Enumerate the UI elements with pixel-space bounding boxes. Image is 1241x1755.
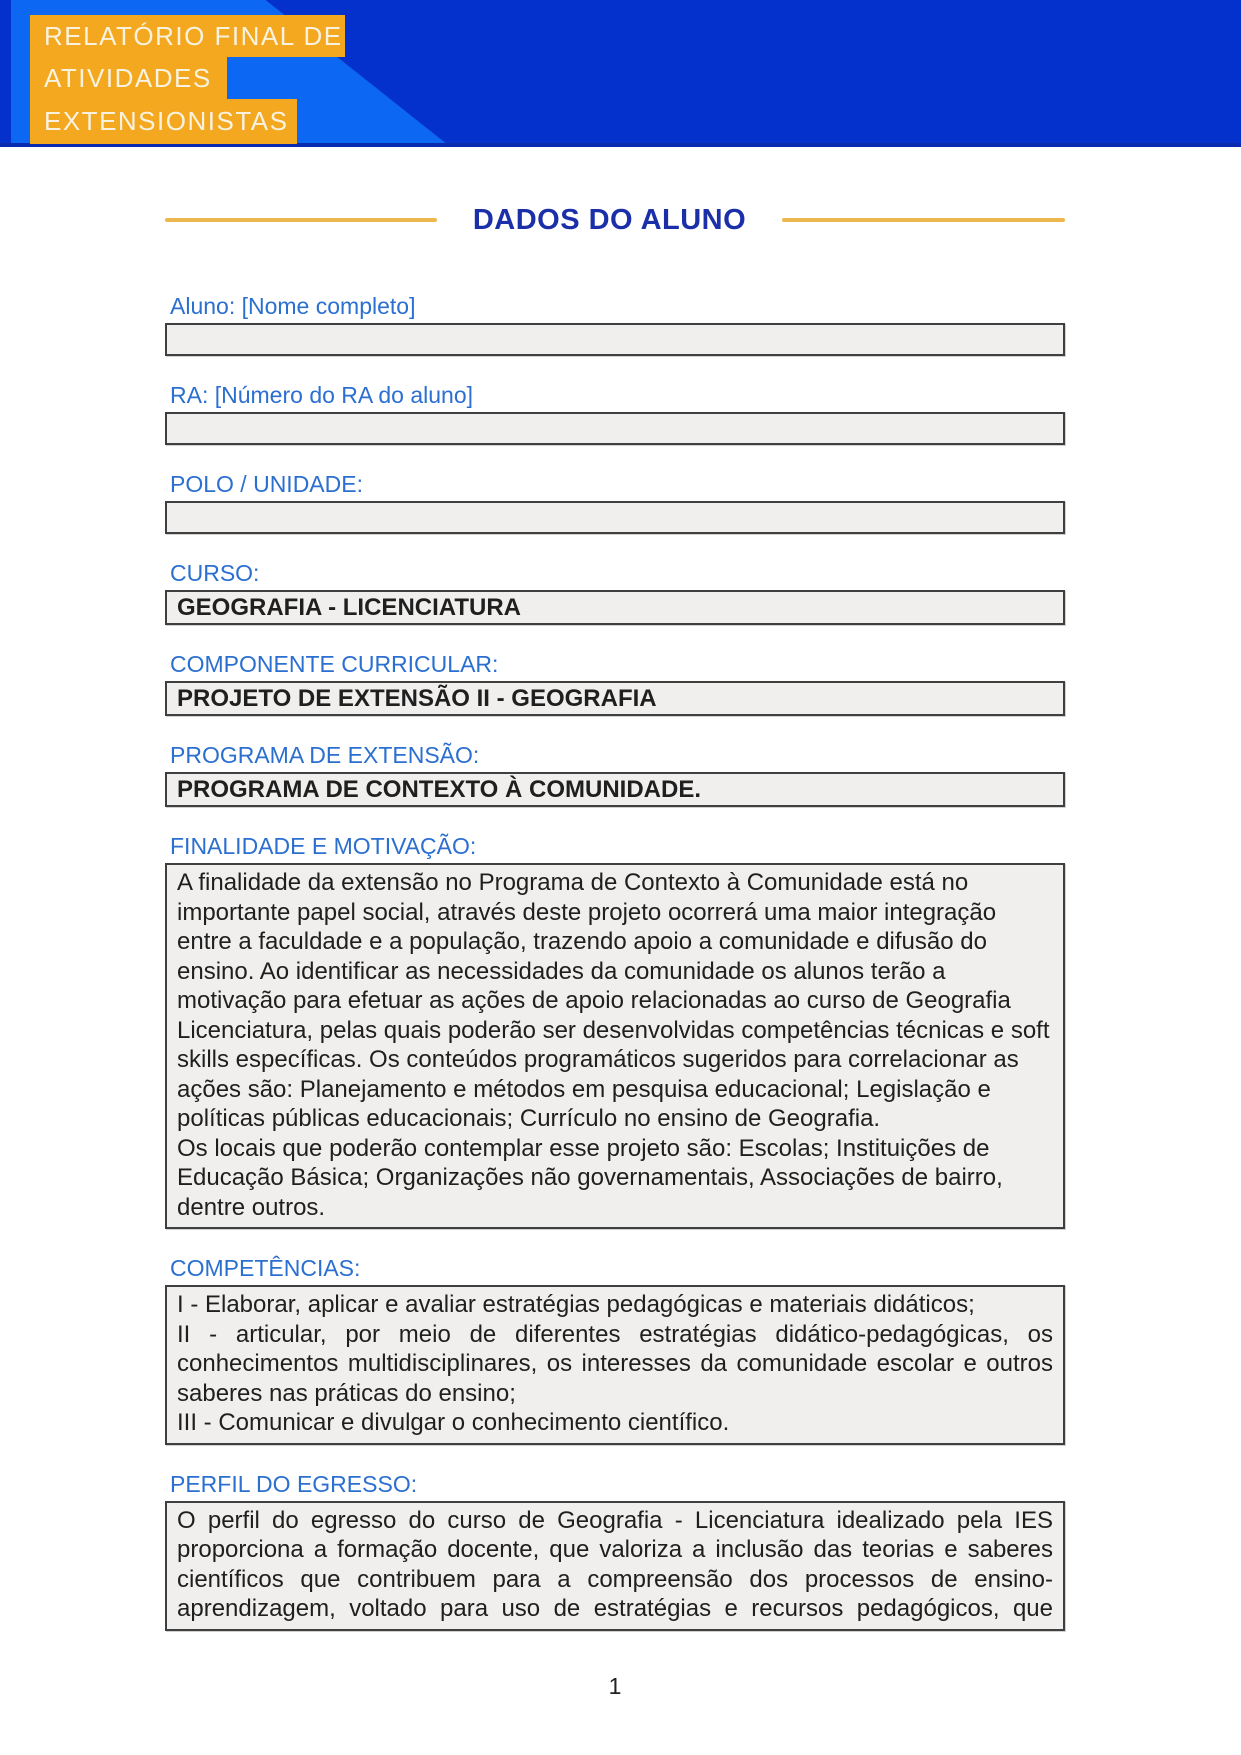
banner-title-line-1: RELATÓRIO FINAL DE [30, 15, 345, 57]
ra-input[interactable] [165, 412, 1065, 445]
paragraph: III - Comunicar e divulgar o conhecimento científico. [177, 1409, 730, 1436]
field-label: CURSO: [170, 560, 260, 586]
paragraph: II - articular, por meio de diferentes estratégias didático-pedagógicas, os conhecimentos multidisciplinares, os interesses da comunidade escolar e outros saberes nas práticas do ensino; [177, 1320, 1053, 1407]
field-componente-curricular [165, 651, 1065, 716]
field-aluno [165, 293, 1065, 356]
field-label: PERFIL DO EGRESSO: [170, 1470, 418, 1497]
polo-unidade-input[interactable] [165, 501, 1065, 534]
field-programa-de-extensao [165, 742, 1065, 807]
field-polo-unidade [165, 471, 1065, 534]
aluno-input[interactable] [165, 323, 1065, 356]
finalidade-e-motivacao-text [165, 863, 1065, 1229]
field-label: COMPETÊNCIAS: [170, 1255, 361, 1281]
field-label: COMPONENTE CURRICULAR: [170, 651, 499, 677]
field-curso [165, 560, 1065, 625]
form-fields [165, 293, 1065, 1631]
page-number: 1 [608, 1672, 622, 1699]
page-title: DADOS DO ALUNO [472, 203, 747, 236]
section-title-row [165, 203, 1065, 237]
paragraph: A finalidade da extensão no Programa de Contexto à Comunidade está no importante papel social, através deste projeto ocorrerá uma maior integração entre a faculdade e a população, trazendo apoio a comunidade e difusão do ensino. Ao identificar as necessidades da comunidade os alunos terão a motivação para efetuar as ações de apoio relacionadas ao curso de Geografia Licenciatura, pelas quais poderão ser desenvolvidas competências técnicas e soft skills específicas. Os conteúdos programáticos sugeridos para correlacionar as ações são: Planejamento e métodos em pesquisa educacional; Legislação e políticas públicas educacionais; Currículo no ensino de Geografia. [177, 869, 1050, 1132]
programa-de-extensao-value: PROGRAMA DE CONTEXTO À COMUNIDADE. [165, 772, 1065, 807]
curso-value: GEOGRAFIA - LICENCIATURA [165, 590, 1065, 625]
paragraph: Os locais que poderão contemplar esse projeto são: Escolas; Instituições de Educação Básica; Organizações não governamentais, Associações de bairro, dentre outros. [177, 1134, 1003, 1221]
field-label: Aluno: [Nome completo] [170, 293, 416, 319]
competencias-text [165, 1285, 1065, 1445]
field-ra [165, 382, 1065, 445]
title-divider-right [782, 218, 1065, 222]
field-perfil-do-egresso [165, 1471, 1065, 1631]
banner-title-line-3: EXTENSIONISTAS [30, 99, 297, 144]
field-competencias [165, 1255, 1065, 1445]
paragraph: O perfil do egresso do curso de Geografia - Licenciatura idealizado pela IES proporciona a formação docente, que valoriza a inclusão das teorias e saberes científicos que contribuem para a compreensão dos processos de ensino-aprendizagem, voltado para uso de estratégias e recursos pedagógicos, que [177, 1506, 1053, 1622]
banner-title-line-2: ATIVIDADES [30, 57, 227, 99]
title-divider-left [165, 218, 437, 222]
banner-title-block [30, 15, 345, 144]
field-finalidade-e-motivacao [165, 833, 1065, 1229]
field-label: POLO / UNIDADE: [170, 471, 363, 497]
componente-curricular-value: PROJETO DE EXTENSÃO II - GEOGRAFIA [165, 681, 1065, 716]
paragraph: I - Elaborar, aplicar e avaliar estratégias pedagógicas e materiais didáticos; [177, 1291, 975, 1318]
field-label: FINALIDADE E MOTIVAÇÃO: [170, 833, 477, 859]
content-column [165, 203, 1065, 1700]
banner-left-strip [0, 0, 11, 143]
field-label: RA: [Número do RA do aluno] [170, 382, 473, 408]
report-banner [0, 0, 1241, 147]
perfil-do-egresso-text [165, 1501, 1065, 1631]
field-label: PROGRAMA DE EXTENSÃO: [170, 742, 480, 768]
